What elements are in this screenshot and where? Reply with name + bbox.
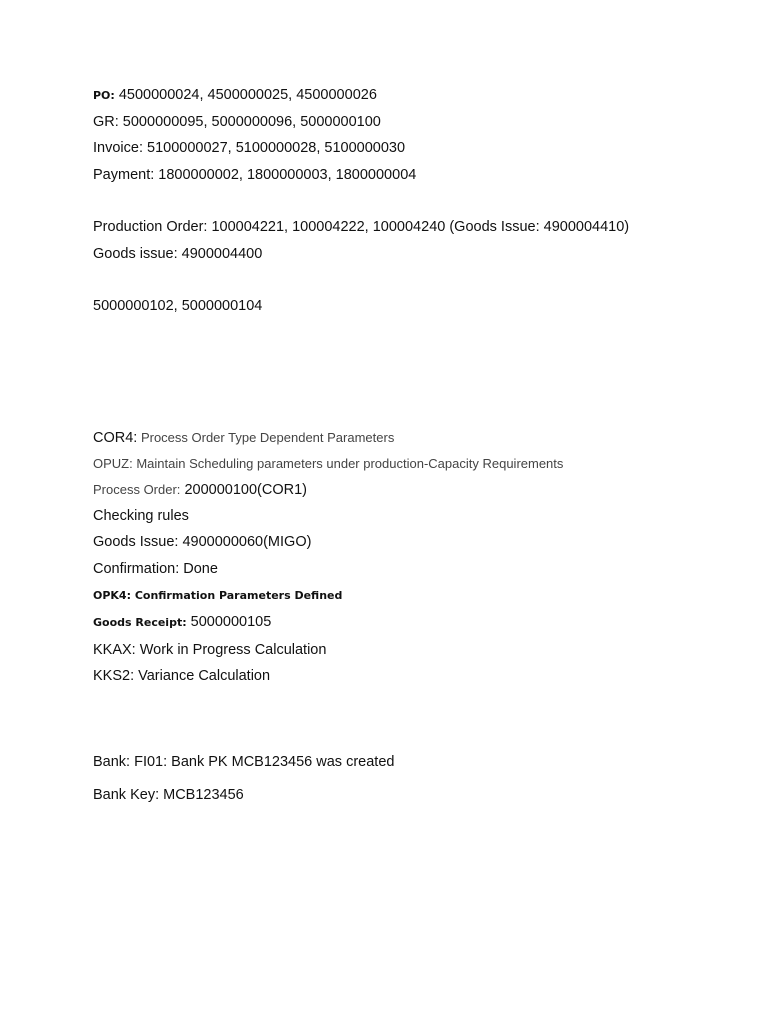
confirmation-line: Confirmation: Done bbox=[93, 561, 218, 577]
process-order-line bbox=[93, 481, 307, 499]
po-label: PO: bbox=[93, 89, 115, 102]
opk4-line: OPK4: Confirmation Parameters Defined bbox=[93, 589, 343, 602]
process-order-label: Process Order: bbox=[93, 482, 181, 497]
goods-receipt-value: 5000000105 bbox=[186, 614, 272, 630]
cor4-label: COR4: bbox=[93, 430, 138, 446]
cor4-value: Process Order Type Dependent Parameters bbox=[137, 430, 395, 445]
goods-receipt-line bbox=[93, 613, 271, 632]
bank-key-line: Bank Key: MCB123456 bbox=[93, 787, 244, 803]
kkax-line: KKAX: Work in Progress Calculation bbox=[93, 642, 327, 658]
invoice-line: Invoice: 5100000027, 5100000028, 5100000030 bbox=[93, 140, 406, 156]
goods-issue-line: Goods issue: 4900004400 bbox=[93, 246, 263, 262]
opuz-line: OPUZ: Maintain Scheduling parameters under production-Capacity Requirements bbox=[93, 456, 564, 471]
production-order-line: Production Order: 100004221, 100004222, 100004240 (Goods Issue: 4900004410) bbox=[93, 219, 630, 235]
gr-line: GR: 5000000095, 5000000096, 5000000100 bbox=[93, 114, 381, 130]
po-line bbox=[93, 86, 377, 105]
cor4-line bbox=[93, 429, 394, 447]
goods-receipt-label: Goods Receipt: bbox=[93, 616, 187, 629]
kks2-line: KKS2: Variance Calculation bbox=[93, 668, 271, 684]
po-value: 4500000024, 4500000025, 4500000026 bbox=[114, 87, 377, 103]
goods-issue-migo-line: Goods Issue: 4900000060(MIGO) bbox=[93, 534, 312, 550]
numbers-line: 5000000102, 5000000104 bbox=[93, 298, 263, 314]
payment-line: Payment: 1800000002, 1800000003, 1800000004 bbox=[93, 167, 417, 183]
process-order-value: 200000100(COR1) bbox=[180, 482, 307, 498]
checking-rules-line: Checking rules bbox=[93, 508, 189, 524]
bank-line: Bank: FI01: Bank PK MCB123456 was created bbox=[93, 754, 395, 770]
